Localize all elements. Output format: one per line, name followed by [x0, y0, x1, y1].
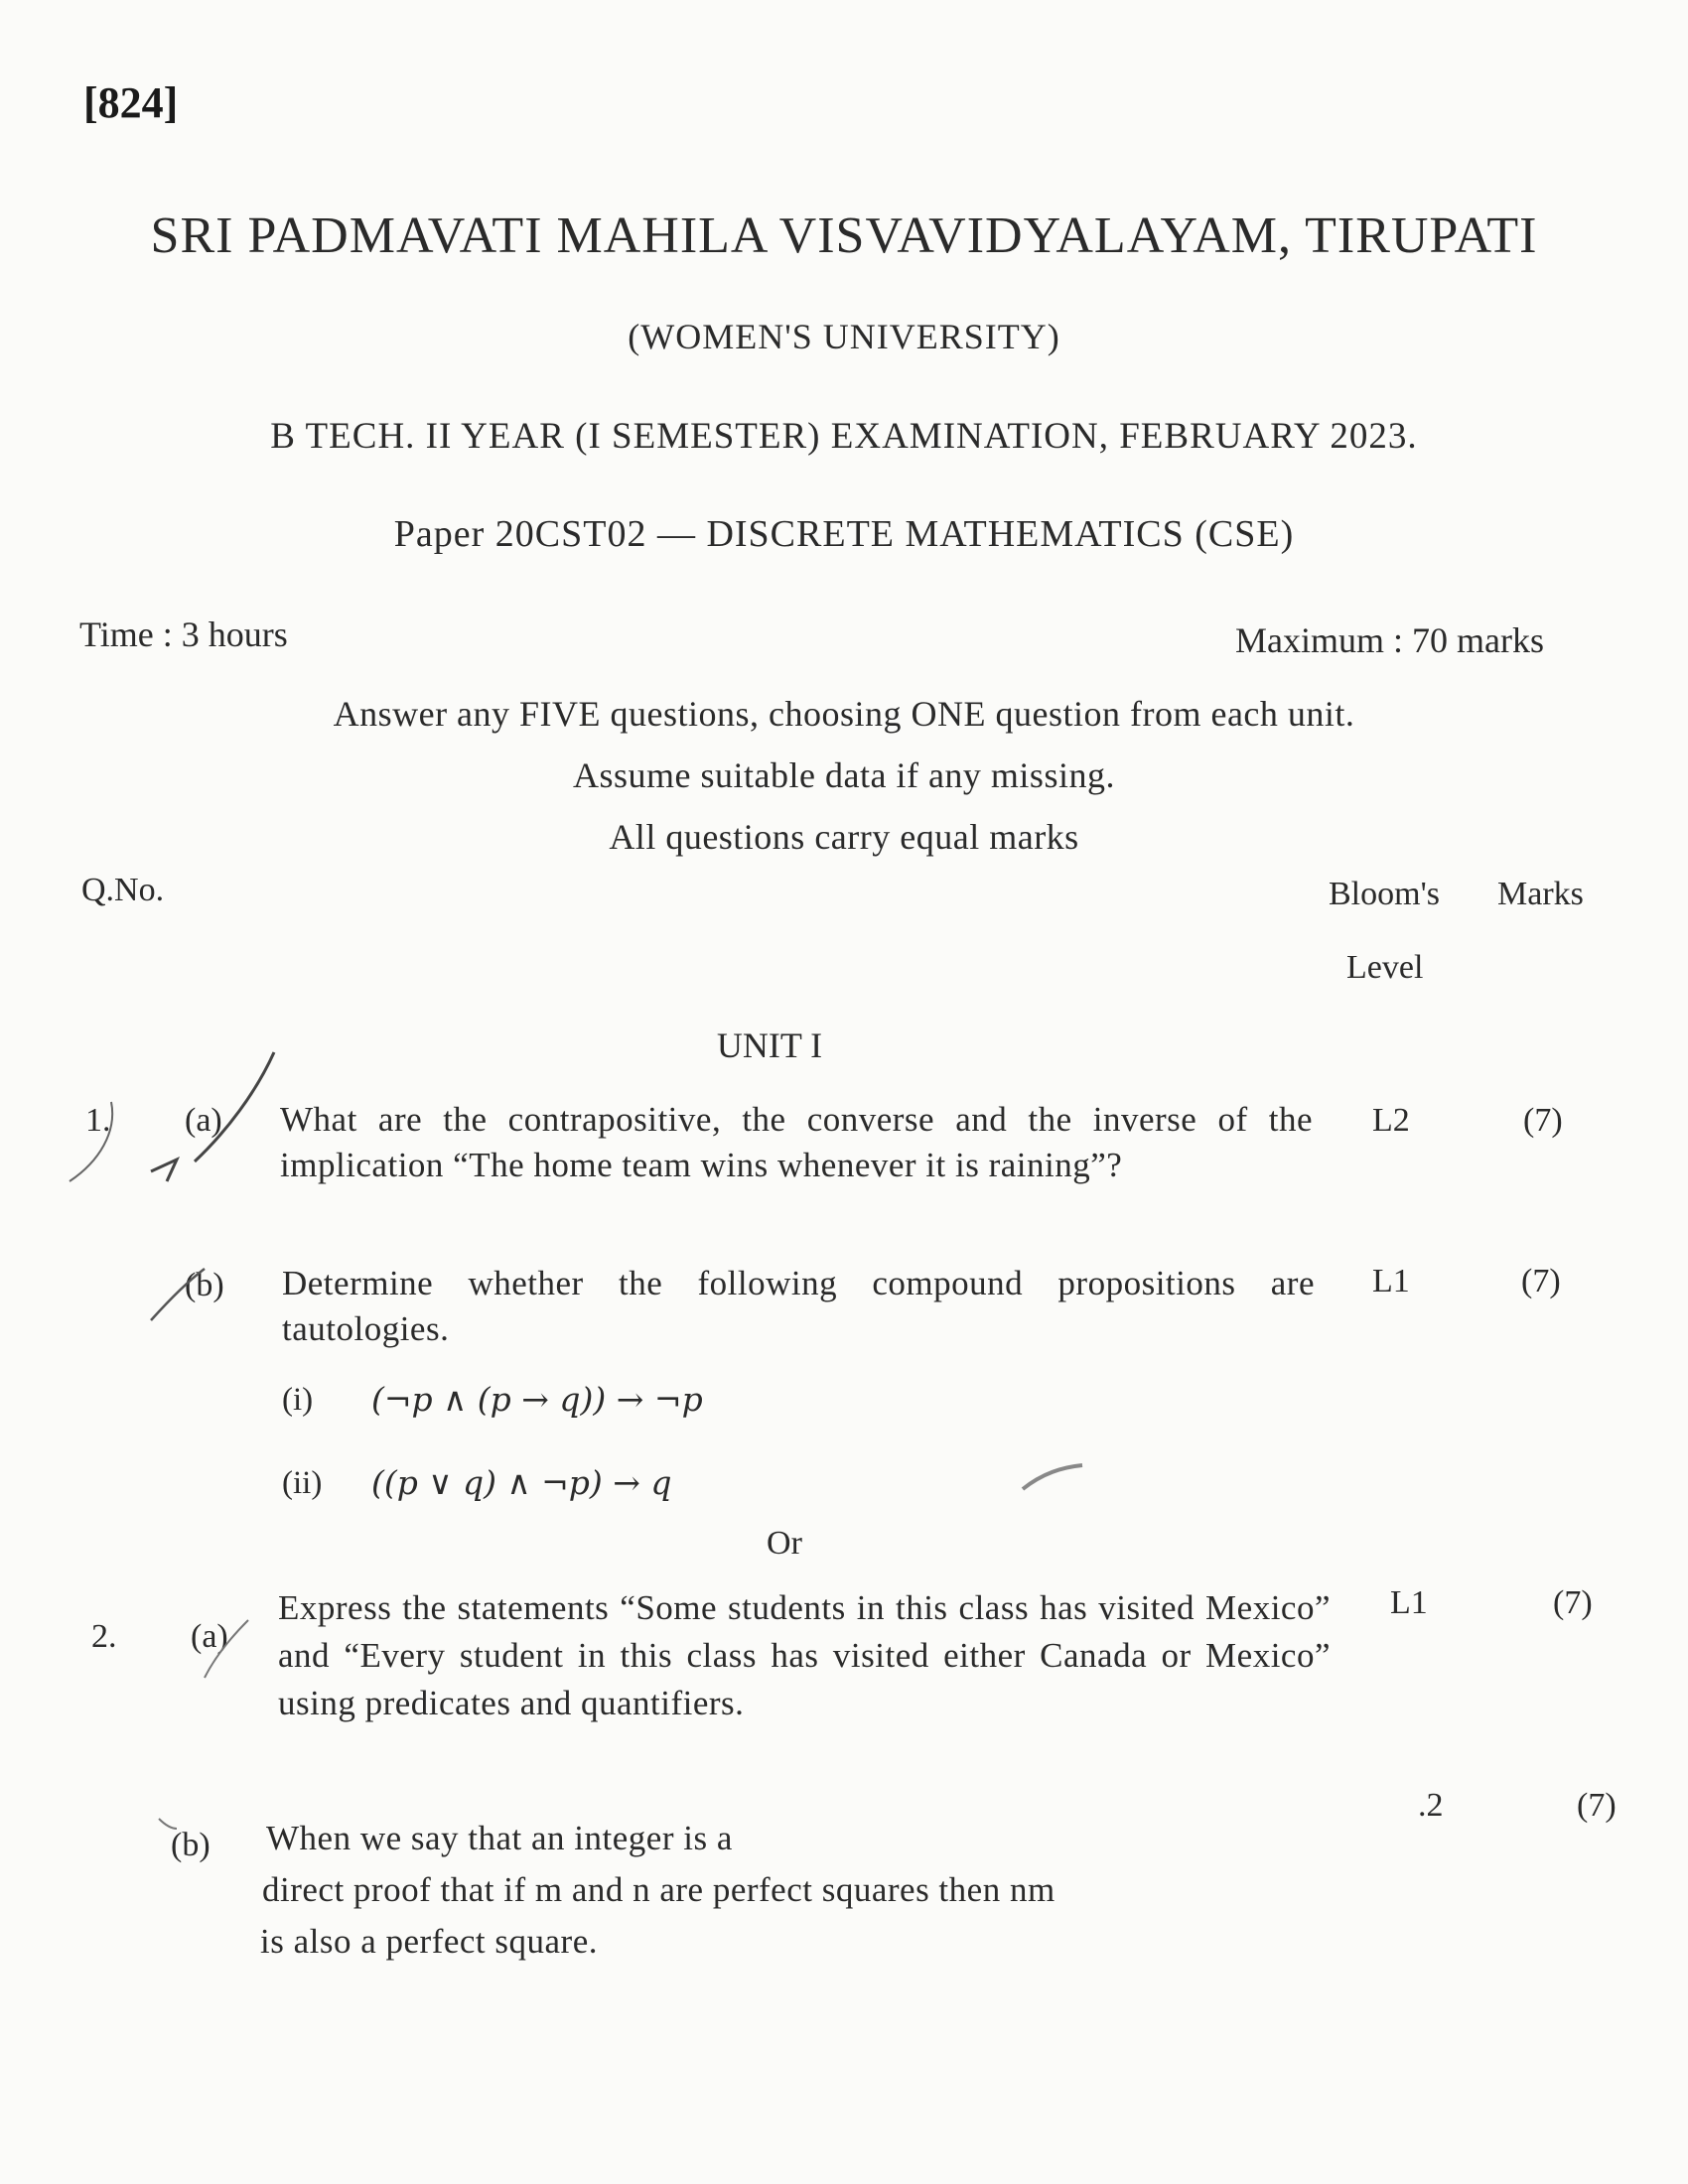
- question-2a-label: (a): [191, 1618, 228, 1655]
- question-1a-level: L2: [1372, 1102, 1410, 1139]
- instruction-3: All questions carry equal marks: [609, 817, 1079, 857]
- question-number-1: 1.: [85, 1102, 111, 1139]
- question-1b-part-i-label: (i): [282, 1382, 314, 1418]
- question-2b-level: .2: [1418, 1787, 1444, 1824]
- tick-mark-1a-hook: [151, 1160, 177, 1181]
- tick-mark-2a: [205, 1620, 248, 1678]
- instruction-1: Answer any FIVE questions, choosing ONE question from each unit.: [333, 694, 1355, 734]
- column-level: Level: [1346, 949, 1424, 986]
- maximum-marks: Maximum : 70 marks: [1235, 620, 1544, 660]
- question-2a-text: Express the statements “Some students in this class has visited Mexico” and “Every student in this class has visited either Canada or Mexico” using predicates and quantifiers.: [278, 1588, 1331, 1722]
- instruction-2: Assume suitable data if any missing.: [573, 755, 1115, 795]
- question-number-2: 2.: [91, 1618, 117, 1655]
- or-separator: Or: [767, 1525, 802, 1562]
- question-2b-line-1: When we say that an integer is a: [266, 1819, 733, 1857]
- question-1a-marks: (7): [1523, 1102, 1563, 1139]
- bracket-mark-1: [70, 1102, 112, 1181]
- question-2a-marks: (7): [1553, 1584, 1593, 1621]
- university-subtitle: (WOMEN'S UNIVERSITY): [628, 317, 1060, 356]
- question-1b-part-ii-label: (ii): [282, 1465, 323, 1501]
- question-2a-level: L1: [1390, 1584, 1428, 1621]
- question-1b-part-i-formula: (¬p ∧ (p → q)) → ¬p: [371, 1380, 703, 1419]
- tick-mark-1a: [195, 1052, 274, 1161]
- question-1b-label: (b): [185, 1267, 224, 1303]
- column-marks: Marks: [1497, 876, 1584, 912]
- question-1a-label: (a): [185, 1102, 222, 1139]
- column-qno: Q.No.: [81, 872, 165, 908]
- question-1b-level: L1: [1372, 1263, 1410, 1299]
- question-2b-line-3: is also a perfect square.: [260, 1922, 598, 1961]
- question-2b-line-2: direct proof that if m and n are perfect squares then nm: [262, 1870, 1055, 1909]
- question-1b-marks: (7): [1521, 1263, 1561, 1299]
- university-name: SRI PADMAVATI MAHILA VISVAVIDYALAYAM, TIRUPATI: [150, 207, 1538, 264]
- tick-mark-1b: [151, 1269, 205, 1320]
- column-blooms: Bloom's: [1329, 876, 1440, 912]
- unit-title: UNIT I: [716, 1025, 823, 1065]
- tick-mark-2b: [159, 1819, 177, 1829]
- paper-title: Paper 20CST02 — DISCRETE MATHEMATICS (CSE): [393, 513, 1295, 555]
- time-allowed: Time : 3 hours: [79, 614, 288, 654]
- question-1b-part-ii-formula: ((p ∨ q) ∧ ¬p) → q: [371, 1463, 672, 1502]
- question-1b-text: Determine whether the following compound propositions are tautologies.: [282, 1264, 1315, 1348]
- stray-mark: [1023, 1465, 1082, 1489]
- question-2b-label: (b): [171, 1827, 211, 1863]
- paper-code: [824]: [83, 78, 179, 127]
- exam-title: B TECH. II YEAR (I SEMESTER) EXAMINATION, FEBRUARY 2023.: [270, 416, 1418, 457]
- question-1a-text: What are the contrapositive, the converse and the inverse of the implication “The home team wins whenever it is raining”?: [280, 1100, 1313, 1184]
- question-2b-marks: (7): [1577, 1787, 1617, 1824]
